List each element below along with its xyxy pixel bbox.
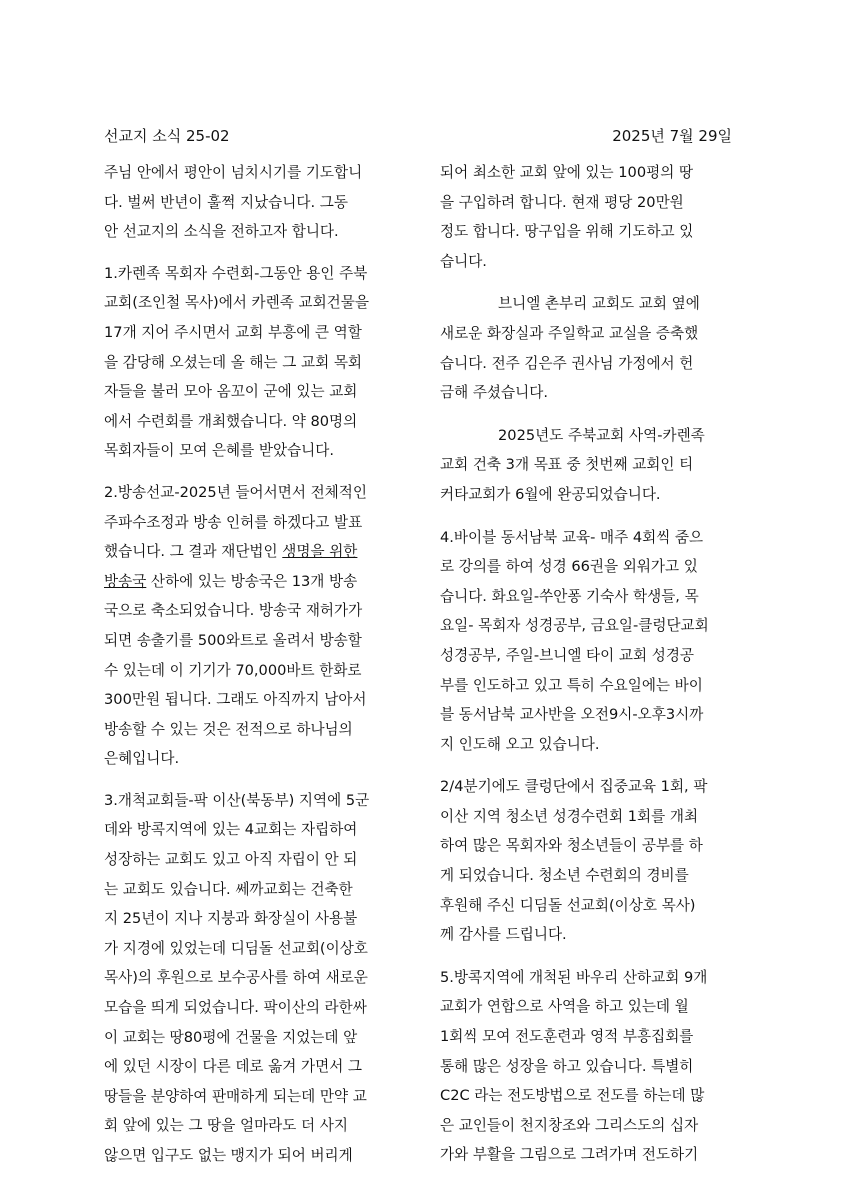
underlined-text: 방송국 xyxy=(104,572,147,590)
text-line: 을 감당해 오셨는데 올 해는 그 교회 목회 xyxy=(104,353,363,371)
text-segment: 했습니다. 그 결과 재단법인 xyxy=(104,543,283,561)
underlined-text: 생명을 위한 xyxy=(282,543,358,561)
text-line: 은혜입니다. xyxy=(104,750,180,768)
text-line: 17개 지어 주시면서 교회 부흥에 큰 역할 xyxy=(104,323,362,341)
text-line: 가 지경에 있었는데 디딤돌 선교회(이상호 xyxy=(104,939,368,957)
text-line: 국으로 축소되었습니다. 방송국 재허가가 xyxy=(104,602,363,620)
text-line: 5.방콕지역에 개척된 바우리 산하교회 9개 xyxy=(440,968,708,986)
section-bible-education xyxy=(440,523,740,760)
section-bangkok-churches xyxy=(440,963,740,1170)
text-line: 로 강의를 하여 성경 66권을 외워가고 있 xyxy=(440,558,698,576)
text-line: 주님 안에서 평안이 넘치시기를 기도합니 xyxy=(104,164,363,181)
text-line: 블 동서남북 교사반을 오전9시-오후3시까 xyxy=(440,706,704,724)
text-line: 되어 최소한 교회 앞에 있는 100평의 땅 xyxy=(440,164,694,181)
text-line: 교회 건축 3개 목표 중 첫번째 교회인 티 xyxy=(440,456,694,474)
text-line: 주파수조정과 방송 인허를 하겠다고 발표 xyxy=(104,513,363,531)
left-column xyxy=(104,158,404,1183)
text-line: 요일- 목회자 성경공부, 금요일-클렁단교회 xyxy=(440,617,709,635)
greeting-paragraph xyxy=(104,158,404,247)
text-line: 모습을 띄게 되었습니다. 팍이산의 라한싸 xyxy=(104,999,367,1017)
text-line: 부를 인도하고 있고 특히 수요일에는 바이 xyxy=(440,676,703,694)
text-line: 회 앞에 있는 그 땅을 얼마라도 더 사지 xyxy=(104,1117,348,1135)
text-line: 300만원 됩니다. 그래도 아직까지 남아서 xyxy=(104,691,367,709)
text-line: 2/4분기에도 클렁단에서 집중교육 1회, 팍 xyxy=(440,778,708,796)
text-line: 이 교회는 땅80평에 건물을 지었는데 앞 xyxy=(104,1028,358,1046)
text-line: 1회씩 모여 전도훈련과 영적 부흥집회를 xyxy=(440,1028,694,1046)
text-line: 습니다. xyxy=(440,252,487,270)
text-line: 목사)의 후원으로 보수공사를 하여 새로운 xyxy=(104,969,368,987)
text-line: 금해 주셨습니다. xyxy=(440,384,548,402)
text-line: 후원해 주신 디딤돌 선교회(이상호 목사) xyxy=(440,896,696,914)
newsletter-date: 2025년 7월 29일 xyxy=(612,127,732,145)
text-line: 성장하는 교회도 있고 아직 자립이 안 되 xyxy=(104,851,358,869)
text-line: 않으면 입구도 없는 맹지가 되어 버리게 xyxy=(104,1147,353,1164)
text-line: 습니다. 화요일-쑤안퐁 기숙사 학생들, 목 xyxy=(440,587,699,605)
section-church-plants xyxy=(104,786,404,1171)
text-line: 에서 수련회를 개최했습니다. 약 80명의 xyxy=(104,412,358,430)
text-line: 되면 송출기를 500와트로 올려서 방송할 xyxy=(104,631,362,649)
text-line: 수 있는데 이 기기가 70,000바트 한화로 xyxy=(104,661,362,679)
text-line: 새로운 화장실과 주일학교 교실을 증축했 xyxy=(440,324,699,342)
text-line: 교회(조인철 목사)에서 카렌족 교회건물을 xyxy=(104,294,369,312)
text-line: 땅들을 분양하여 판매하게 되는데 만약 교 xyxy=(104,1087,367,1105)
section-peniel-chonburi xyxy=(440,289,740,407)
text-line: 자들을 불러 모아 옴꼬이 군에 있는 교회 xyxy=(104,383,358,401)
text-line: 교회가 연합으로 사역을 하고 있는데 월 xyxy=(440,998,689,1016)
section-land-purchase xyxy=(440,158,740,276)
page-header xyxy=(104,123,732,149)
text-line: 는 교회도 있습니다. 쎄까교회는 건축한 xyxy=(104,880,353,898)
text-line: 커타교회가 6월에 완공되었습니다. xyxy=(440,485,661,503)
section-broadcast-mission xyxy=(104,478,404,774)
text-line xyxy=(104,567,404,597)
text-line: 4.바이블 동서남북 교육- 매주 4회씩 줌으 xyxy=(440,528,704,546)
text-line: 통해 많은 성장을 하고 있습니다. 특별히 xyxy=(440,1057,694,1075)
text-line: 1.카렌족 목회자 수련회-그동안 용인 주북 xyxy=(104,264,368,282)
text-line: 이산 지역 청소년 성경수련회 1회를 개최 xyxy=(440,807,699,825)
text-line: 다. 벌써 반년이 훌쩍 지났습니다. 그동 xyxy=(104,193,348,211)
text-line: 정도 합니다. 땅구입을 위해 기도하고 있 xyxy=(440,223,694,241)
text-line xyxy=(104,537,404,567)
text-line: 은 교인들이 천지창조와 그리스도의 십자 xyxy=(440,1116,699,1134)
section-jubuk-2025 xyxy=(440,421,740,510)
text-line: 안 선교지의 소식을 전하고자 합니다. xyxy=(104,223,339,241)
text-line: 습니다. 전주 김은주 권사님 가정에서 헌 xyxy=(440,354,694,372)
section-q2-training xyxy=(440,772,740,950)
text-line: 지 25년이 지나 지붕과 화장실이 사용불 xyxy=(104,910,358,928)
text-line: 방송할 수 있는 것은 전적으로 하나님의 xyxy=(104,720,353,738)
text-line: 가와 부활을 그림으로 그려가며 전도하기 xyxy=(440,1146,699,1164)
text-line: 2.방송선교-2025년 들어서면서 전체적인 xyxy=(104,483,367,501)
text-line: 2025년도 주북교회 사역-카렌족 xyxy=(498,426,705,444)
text-line: 을 구입하려 합니다. 현재 평당 20만원 xyxy=(440,193,684,211)
text-line: C2C 라는 전도방법으로 전도를 하는데 많 xyxy=(440,1087,705,1105)
text-line: 하여 많은 목회자와 청소년들이 공부를 하 xyxy=(440,837,703,855)
text-line: 목회자들이 모여 은혜를 받았습니다. xyxy=(104,442,335,460)
section-karen-pastor-retreat xyxy=(104,259,404,466)
text-line: 지 인도해 오고 있습니다. xyxy=(440,735,600,753)
text-line: 성경공부, 주일-브니엘 타이 교회 성경공 xyxy=(440,646,695,664)
text-line: 브니엘 촌부리 교회도 교회 옆에 xyxy=(498,295,700,313)
text-segment: 산하에 있는 방송국은 13개 방송 xyxy=(146,572,358,590)
text-line: 에 있던 시장이 다른 데로 옮겨 가면서 그 xyxy=(104,1058,363,1076)
text-line: 3.개척교회들-팍 이산(북동부) 지역에 5군 xyxy=(104,791,370,809)
text-line: 께 감사를 드립니다. xyxy=(440,926,567,944)
text-line: 게 되었습니다. 청소년 수련회의 경비를 xyxy=(440,867,689,885)
right-column xyxy=(440,158,740,1183)
text-line: 데와 방콕지역에 있는 4교회는 자립하여 xyxy=(104,821,358,839)
newsletter-title: 선교지 소식 25-02 xyxy=(104,127,230,145)
